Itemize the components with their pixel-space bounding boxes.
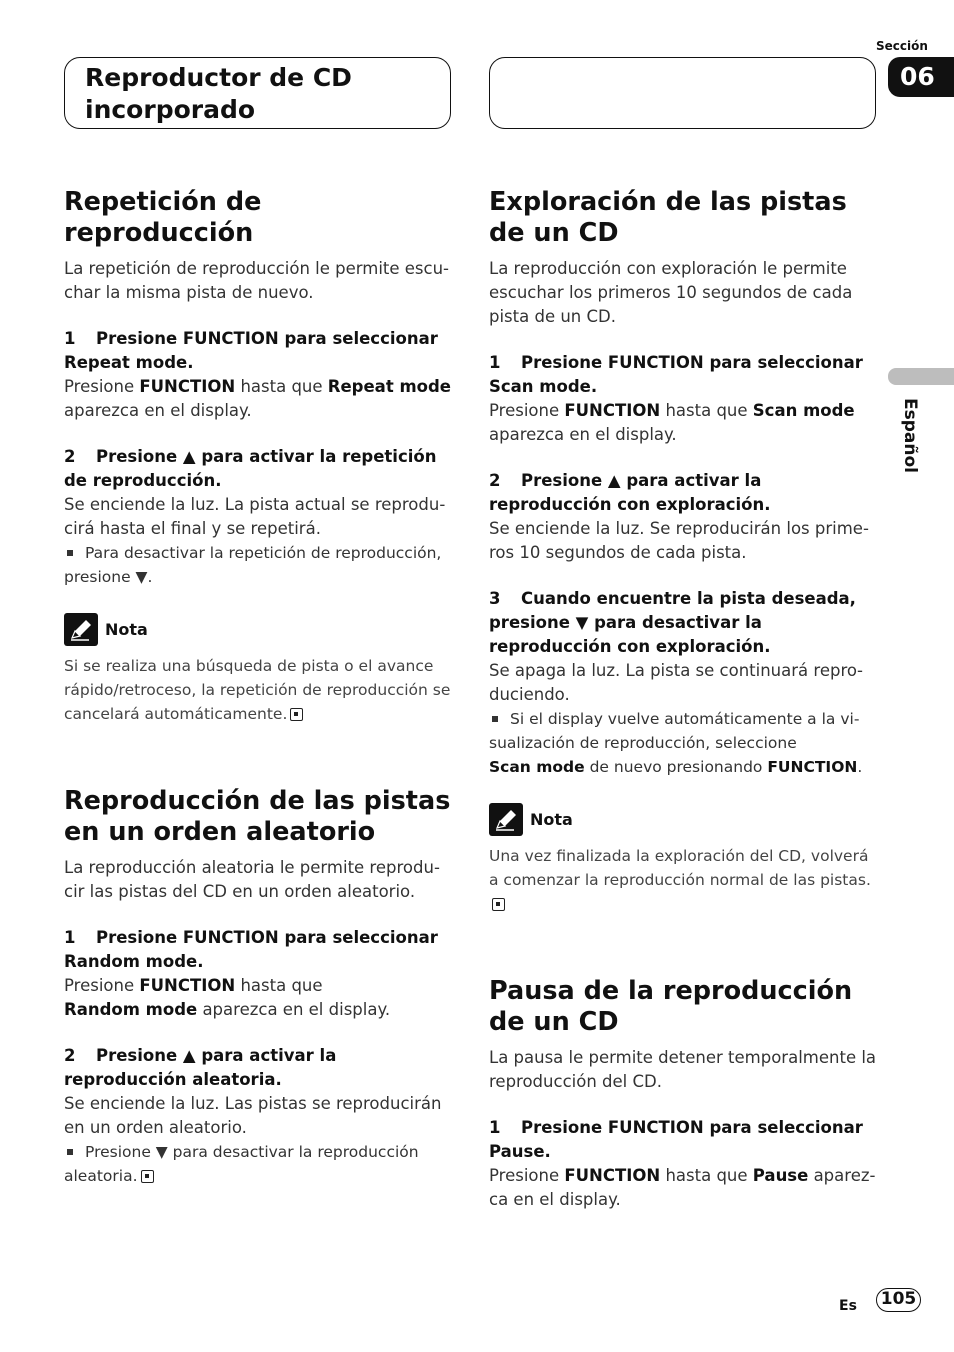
step-scan-1: 1 Presione FUNCTION para seleccionar Scan mode. [489,353,863,396]
intro-pause: La pausa le permite detener temporalmente la reproducción del CD. [489,1048,877,1091]
language-tab [888,368,954,385]
step-scan-2-text: Se enciende la luz. Se reproducirán los primeros 10 segundos de cada pista. [489,519,869,562]
step-repeat-2-text: Se enciende la luz. La pista actual se reproducirá hasta el final y se repetirá. [64,495,446,538]
header-right-box [489,57,876,129]
bullet-square-icon [67,1149,73,1155]
note-header [64,613,454,646]
bullet-repeat: Para desactivar la repetición de reproducción, presione ▼. [64,544,442,586]
bullet-random: Presione ▼ para desactivar la reproducción aleatoria. [64,1143,419,1185]
step-scan-2: 2 Presione ▲ para activar la reproducción con exploración. [489,471,771,514]
heading-random: Reproducción de las pistas en un orden aleatorio [64,786,451,847]
step-repeat-1: 1 Presione FUNCTION para seleccionar Repeat mode. [64,329,438,372]
intro-scan: La reproducción con exploración le permite escuchar los primeros 10 segundos de cada pista de un CD. [489,259,853,326]
note-text-repeat: Si se realiza una búsqueda de pista o el avance rápido/retroceso, la repetición de reproducción se cancelará automáticamente. [64,657,451,723]
step-random-1-text: Presione FUNCTION hasta que Random mode aparezca en el display. [64,976,391,1019]
footer-lang-code: Es [839,1298,857,1314]
left-column [64,187,454,1188]
bullet-square-icon [492,716,498,722]
step-random-2: 2 Presione ▲ para activar la reproducción aleatoria. [64,1046,337,1089]
pencil-note-icon [64,613,98,646]
right-column [489,187,879,1212]
note-label: Nota [530,810,573,829]
note-label: Nota [105,620,148,639]
section-tab [888,57,954,97]
heading-repeat: Repetición de reproducción [64,187,262,248]
step-scan-3-text: Se apaga la luz. La pista se continuará reproduciendo. [489,661,863,704]
bullet-scan: Si el display vuelve automáticamente a la visualización de reproducción, seleccione Scan mode de nuevo presionando FUNCTION. [489,710,863,776]
chapter-title: Reproductor de CD incorporado [85,63,352,124]
page-number: 105 [876,1288,921,1312]
section-number: 06 [900,62,935,91]
section-label: Sección [876,39,928,53]
note-text-scan: Una vez finalizada la exploración del CD, volverá a comenzar la reproducción normal de las pistas. [489,844,879,916]
bullet-square-icon [67,550,73,556]
step-repeat-1-text: Presione FUNCTION hasta que Repeat mode aparezca en el display. [64,377,451,420]
step-scan-1-text: Presione FUNCTION hasta que Scan mode aparezca en el display. [489,401,855,444]
end-mark-icon [290,708,303,721]
note-header [489,803,879,836]
end-mark-icon [492,898,505,911]
heading-pause: Pausa de la reproducción de un CD [489,976,853,1037]
step-scan-3: 3 Cuando encuentre la pista deseada, presione ▼ para desactivar la reproducción con exploración. [489,589,856,656]
step-pause-1: 1 Presione FUNCTION para seleccionar Pause. [489,1118,863,1161]
step-pause-1-text: Presione FUNCTION hasta que Pause aparezca en el display. [489,1166,876,1209]
pencil-note-icon [489,803,523,836]
language-label: Español [900,398,920,473]
heading-scan: Exploración de las pistas de un CD [489,187,847,248]
intro-random: La reproducción aleatoria le permite reproducir las pistas del CD en un orden aleatorio. [64,858,440,901]
step-random-2-text: Se enciende la luz. Las pistas se reproducirán en un orden aleatorio. [64,1094,442,1137]
end-mark-icon [141,1170,154,1183]
step-random-1: 1 Presione FUNCTION para seleccionar Random mode. [64,928,438,971]
step-repeat-2: 2 Presione ▲ para activar la repetición de reproducción. [64,447,437,490]
header-left-box [64,57,451,129]
intro-repeat: La repetición de reproducción le permite escuchar la misma pista de nuevo. [64,259,450,302]
